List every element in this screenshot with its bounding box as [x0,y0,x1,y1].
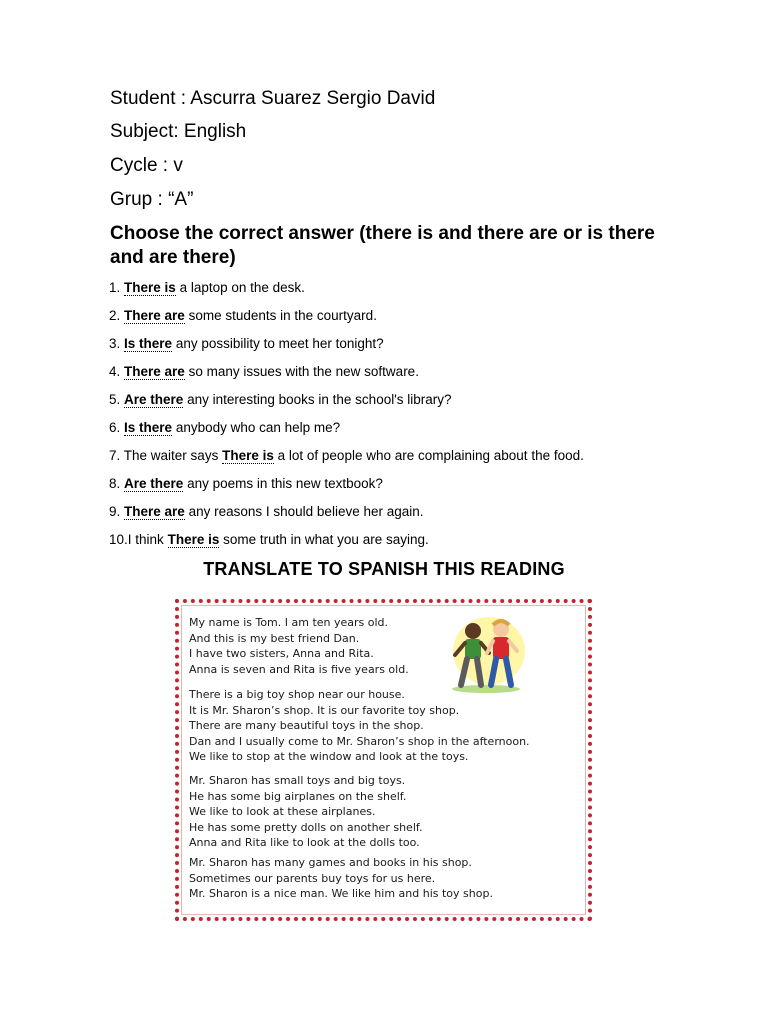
exercise-text: some truth in what you are saying. [223,532,429,547]
exercise-text: anybody who can help me? [175,420,341,435]
exercise-item [109,503,424,521]
exercise-item [109,391,452,409]
reading-paragraph [189,773,422,851]
reading-line: Mr. Sharon has many games and books in his shop. [189,856,472,869]
exercise-item [109,279,305,297]
exercise-text: any possibility to meet her tonight? [175,336,384,351]
cycle-line: Cycle : v [110,155,183,176]
reading-line: He has some pretty dolls on another shelf. [189,820,423,834]
exercise-item [109,335,384,353]
exercise-answer: There is [124,280,176,295]
subject-line: Subject: English [110,121,247,142]
reading-line: Sometimes our parents buy toys for us here. [189,871,436,885]
exercise-item [109,363,419,381]
exercise-answer: There are [124,308,185,323]
exercise-number: 3. [109,336,121,351]
student-name: Student : Ascurra Suarez Sergio David [110,88,436,109]
reading-line: Anna and Rita like to look at the dolls too. [189,836,420,849]
exercise-number: 2. [109,308,121,323]
exercise-answer: Is there [124,336,173,351]
reading-line: Mr. Sharon is a nice man. We like him and his toy shop. [189,887,493,900]
reading-line: There is a big toy shop near our house. [189,688,405,701]
exercise-text: any reasons I should believe her again. [188,504,424,519]
exercise-answer: There is [222,448,274,463]
exercise-item [109,447,584,465]
group-line: Grup : “A” [110,189,194,210]
reading-line: Dan and I usually come to Mr. Sharon’s shop in the afternoon. [189,734,530,748]
reading-line: We like to look at these airplanes. [189,805,376,818]
boy-left-shirt [465,639,481,659]
exercise-number: 1. [109,280,121,295]
reading-box [175,599,592,921]
reading-line: My name is Tom. I am ten years old. [189,616,389,629]
exercise-answer: Is there [124,420,173,435]
reading-line: And this is my best friend Dan. [189,631,360,645]
boy-right-shirt [493,637,509,659]
exercise-answer: There are [124,504,185,519]
exercise-text: any interesting books in the school's library? [187,392,452,407]
exercise-item [109,475,383,493]
exercise-item [109,531,429,549]
exercise-answer: Are there [124,392,184,407]
boy-left-head [465,623,481,639]
exercise-text: so many issues with the new software. [188,364,419,379]
exercise-answer: There is [167,532,220,547]
reading-line: There are many beautiful toys in the shop. [189,719,424,732]
reading-line: I have two sisters, Anna and Rita. [189,647,374,660]
exercise-number: 5. [109,392,121,407]
kids-walking-illustration [441,609,531,695]
reading-paragraph [189,615,409,677]
exercise-answer: Are there [124,476,184,491]
exercise-text: a laptop on the desk. [179,280,305,295]
reading-paragraph [189,855,493,902]
exercise-number: 6. [109,420,121,435]
reading-line: It is Mr. Sharon’s shop. It is our favorite toy shop. [189,703,460,717]
exercise-item [109,419,340,437]
exercise-text: some students in the courtyard. [188,308,377,323]
exercise-text: any poems in this new textbook? [187,476,383,491]
reading-line: We like to stop at the window and look at the toys. [189,750,469,763]
exercise-number: 10. [109,532,128,547]
exercise-number: 7. [109,448,121,463]
instruction-heading: Choose the correct answer (there is and there are or is there and are there) [110,223,655,268]
exercise-number: 4. [109,364,121,379]
section-title: TRANSLATE TO SPANISH THIS READING [203,559,565,579]
reading-line: Anna is seven and Rita is five years old. [189,662,409,676]
exercise-prefix: The waiter says [123,448,219,463]
reading-paragraph [189,687,530,765]
exercise-text: a lot of people who are complaining about the food. [277,448,584,463]
exercise-item [109,307,377,325]
exercise-number: 9. [109,504,121,519]
exercise-answer: There are [124,364,185,379]
exercise-number: 8. [109,476,121,491]
reading-line: He has some big airplanes on the shelf. [189,789,407,803]
exercise-prefix: I think [127,532,164,547]
reading-line: Mr. Sharon has small toys and big toys. [189,774,406,787]
